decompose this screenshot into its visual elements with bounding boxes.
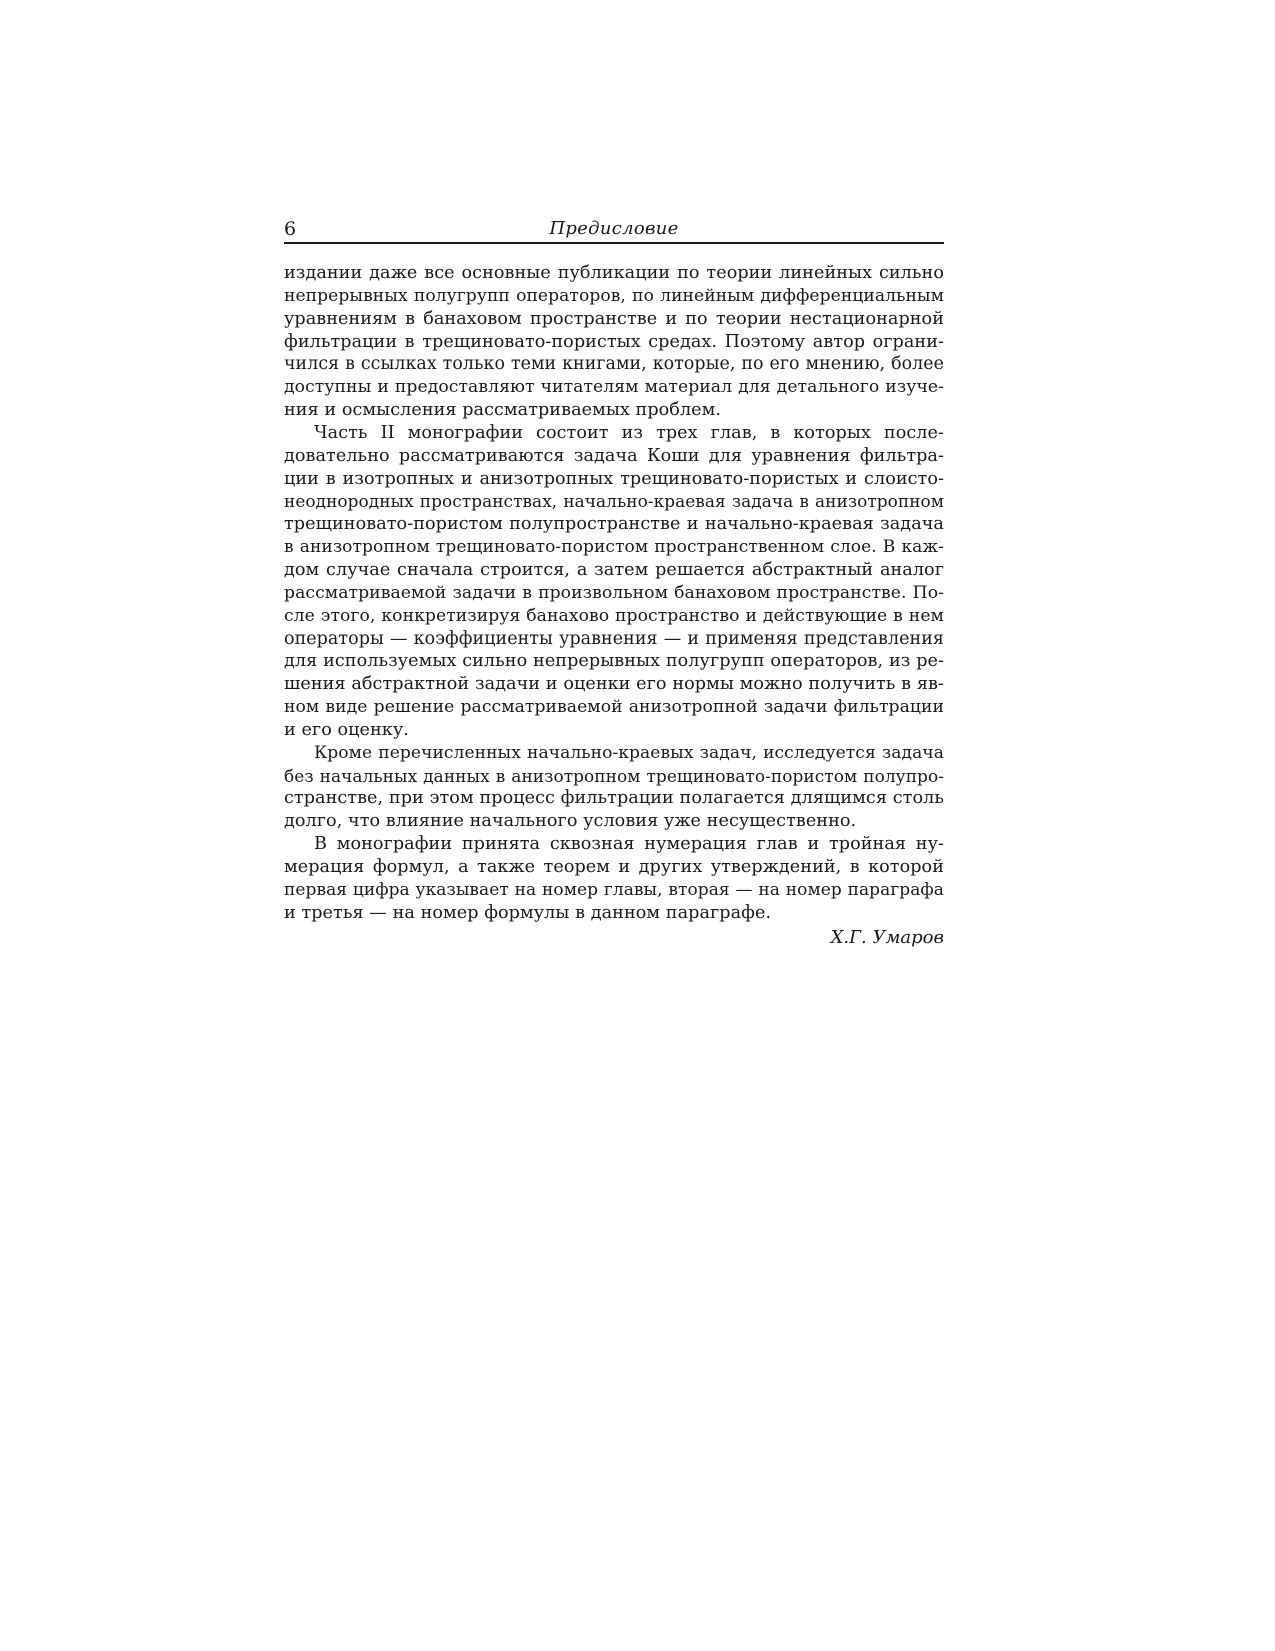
text-line: рассматриваемой задачи в произвольном банаховом пространстве. По- bbox=[284, 582, 944, 603]
text-line: дом случае сначала строится, а затем решается абстрактный аналог bbox=[284, 559, 944, 580]
text-line: В монографии принята сквозная нумерация глав и тройная ну- bbox=[314, 834, 944, 855]
paragraph bbox=[284, 422, 944, 742]
text-line: Кроме перечисленных начально-краевых задач, исследуется задача bbox=[314, 742, 944, 763]
text-line: чился в ссылках только теми книгами, которые, по его мнению, более bbox=[284, 354, 944, 375]
text-line: долго, что влияние начального условия уже несущественно. bbox=[284, 811, 857, 832]
text-line: неоднородных пространствах, начально-краевая задача в анизотропном bbox=[284, 491, 944, 512]
text-line: издании даже все основные публикации по теории линейных сильно bbox=[284, 263, 944, 283]
text-line: странстве, при этом процесс фильтрации полагается длящимся столь bbox=[284, 788, 944, 809]
text-line: непрерывных полугрупп операторов, по линейным дифференциальным bbox=[284, 285, 944, 306]
page-number: 6 bbox=[284, 218, 297, 240]
text-line: для используемых сильно непрерывных полугрупп операторов, из ре- bbox=[284, 651, 944, 672]
text-line: в анизотропном трещиновато-пористом пространственном слое. В каж- bbox=[284, 537, 944, 558]
text-line: фильтрации в трещиновато-пористых средах. Поэтому автор ограни- bbox=[284, 331, 944, 352]
text-line: ном виде решение рассматриваемой анизотропной задачи фильтрации bbox=[284, 697, 944, 718]
text-line: трещиновато-пористом полупространстве и начально-краевая задача bbox=[284, 514, 944, 535]
text-line: и третья — на номер формулы в данном параграфе. bbox=[284, 902, 772, 923]
text-line: доступны и предоставляют читателям материал для детального изуче- bbox=[284, 377, 944, 398]
text-line: без начальных данных в анизотропном трещиновато-пористом полупро- bbox=[284, 765, 944, 786]
text-line: ции в изотропных и анизотропных трещиновато-пористых и слоисто- bbox=[284, 468, 944, 489]
text-line: первая цифра указывает на номер главы, вторая — на номер параграфа bbox=[284, 879, 944, 900]
running-head bbox=[284, 214, 944, 244]
author-signature: Х.Г. Умаров bbox=[830, 927, 944, 948]
text-line: шения абстрактной задачи и оценки его нормы можно получить в яв- bbox=[284, 674, 944, 695]
section-title: Предисловие bbox=[549, 218, 679, 239]
text-line: довательно рассматриваются задача Коши для уравнения фильтра- bbox=[284, 445, 944, 466]
paragraph bbox=[284, 262, 944, 422]
paragraph bbox=[284, 742, 944, 833]
text-line: Часть II монографии состоит из трех глав, в которых после- bbox=[314, 422, 944, 443]
text-line: сле этого, конкретизируя банахово пространство и действующие в нем bbox=[284, 605, 944, 626]
paragraph bbox=[284, 833, 944, 924]
text-line: уравнениям в банаховом пространстве и по теории нестационарной bbox=[284, 308, 944, 329]
text-line: операторы — коэффициенты уравнения — и применяя представления bbox=[284, 628, 944, 649]
text-line: мерация формул, а также теорем и других утверждений, в которой bbox=[284, 856, 944, 877]
text-line: и его оценку. bbox=[284, 719, 409, 740]
text-line: ния и осмысления рассматриваемых проблем. bbox=[284, 400, 722, 421]
body-text bbox=[284, 262, 944, 924]
